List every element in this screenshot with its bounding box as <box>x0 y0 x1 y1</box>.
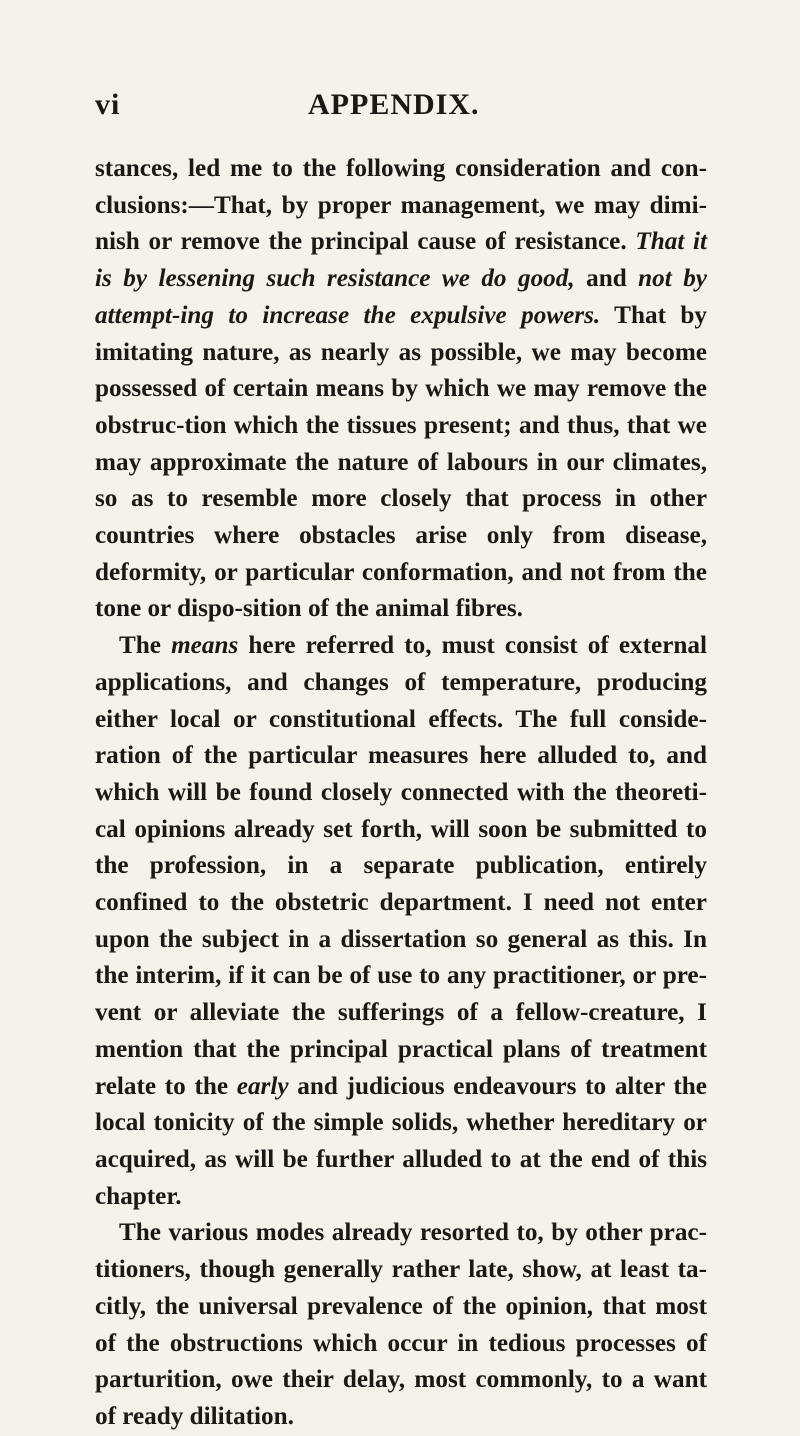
text-run: The <box>119 632 172 660</box>
emphasis-run: early <box>236 1072 289 1100</box>
paragraph <box>95 628 707 1215</box>
paragraph <box>95 1215 707 1435</box>
emphasis-run: That it is by lessening such resistance we do good, <box>95 228 707 293</box>
body-text <box>95 151 707 1436</box>
text-run: stances, led me to the following consideration and con-clusions:—That, by proper management, we may dimi-nish or remove the principal cause of resistance. <box>95 155 707 256</box>
emphasis-run: not by attempt-ing to increase the expulsive powers. <box>95 265 707 329</box>
page-number: vi <box>95 88 121 121</box>
paragraph <box>95 151 707 628</box>
text-run: here referred to, must consist of external applications, and changes of temperature, producing either local or constitutional effects. The full conside-ration of the particular measures here alluded to, and which will be found closely connected with the theoreti-cal opinions already set forth, will soon be submitted to the profession, in a separate publication, entirely confined to the obstetric department. I need not enter upon the subject in a dissertation so general as this. In the interim, if it can be of use to any practitioner, or pre-vent or alleviate the sufferings of a fellow-creature, I mention that the principal practical plans of treatment relate to the <box>95 632 707 1100</box>
emphasis-run: means <box>171 632 239 660</box>
running-head: APPENDIX. <box>308 88 480 121</box>
text-run: and <box>574 265 639 293</box>
text-run: and judicious endeavours to alter the local tonicity of the simple solids, whether hereditary or acquired, as will be further alluded to at the end of this chapter. <box>95 1072 707 1210</box>
text-run: That by imitating nature, as nearly as possible, we may become possessed of certain means by which we may remove the obstruc-tion which the tissues present; and thus, that we may approximate the nature of labours in our climates, so as to resemble more closely that process in other countries where obstacles arise only from disease, deformity, or particular conformation, and not from the tone or dispo-sition of the animal fibres. <box>95 301 707 623</box>
text-run: The various modes already resorted to, by other prac-titioners, though generally rather late, show, at least ta-citly, the universal prevalence of the opinion, that most of the obstructions which occur in tedious processes of parturition, owe their delay, most commonly, to a want of ready dilitation. <box>95 1219 707 1430</box>
page-header <box>95 88 695 128</box>
